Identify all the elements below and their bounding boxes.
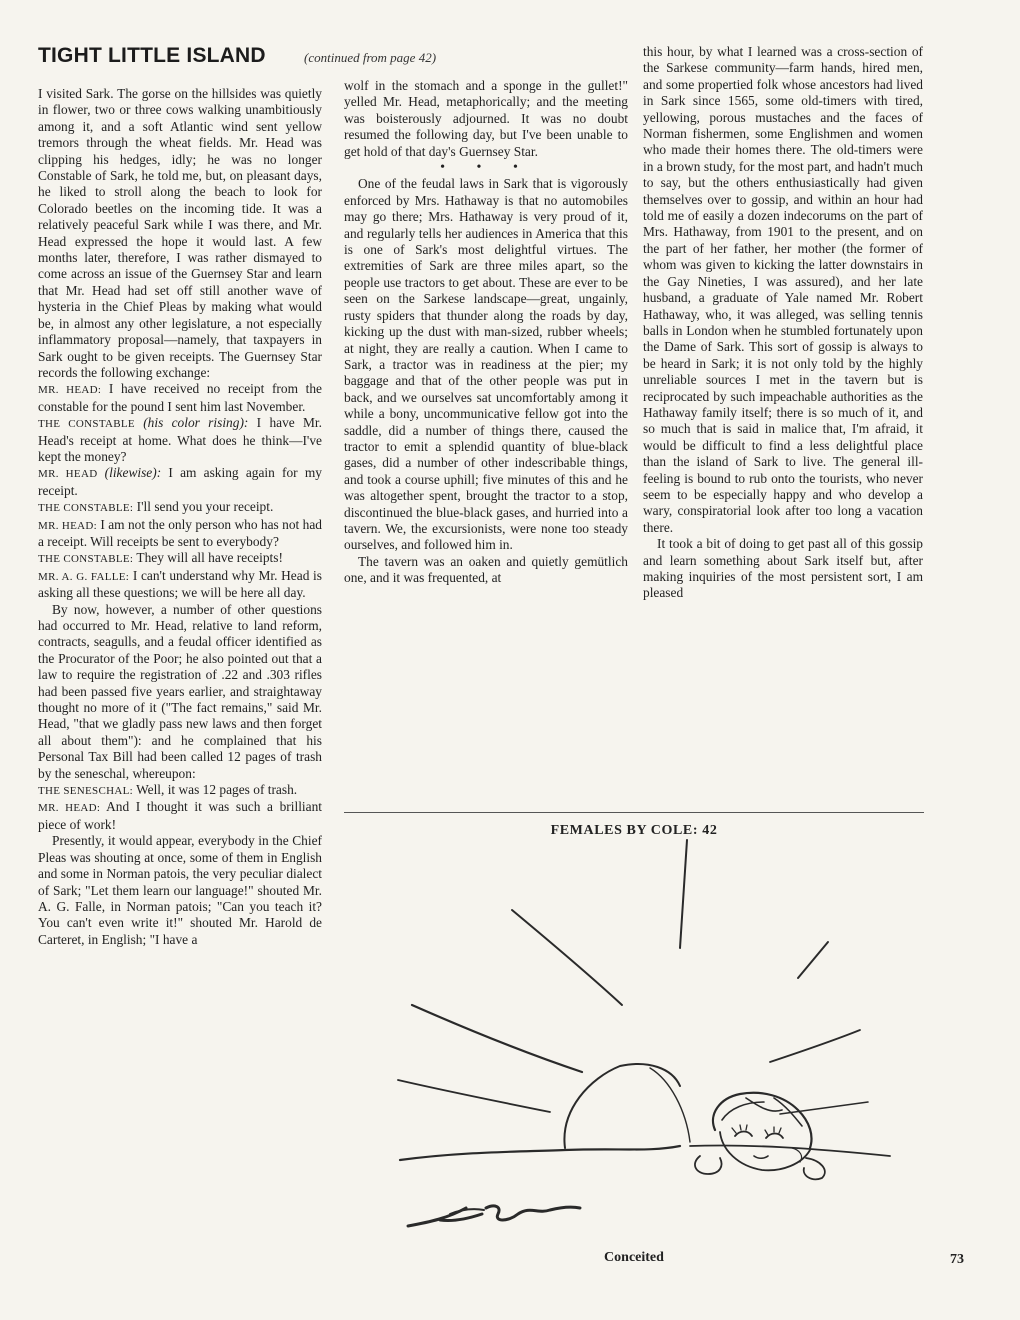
cartoon-caption: Conceited (604, 1250, 664, 1265)
sun-ray (398, 1080, 550, 1112)
hand (695, 1156, 722, 1174)
paragraph: The tavern was an oaken and quietly gemütlich one, and it was frequented, at (344, 553, 628, 586)
sun-ray (412, 1005, 582, 1072)
dialogue-line: THE CONSTABLE: They will all have receipts! (38, 550, 283, 566)
sun-ray (770, 1030, 860, 1062)
sun-arc-inner (650, 1068, 690, 1142)
dialogue-line: MR. HEAD: And I thought it was such a brilliant piece of work! (38, 799, 322, 832)
sun-ray (780, 1102, 868, 1114)
eye (735, 1132, 752, 1137)
sun-ray (512, 910, 622, 1005)
face (720, 1132, 810, 1170)
section-break: • • • (440, 160, 532, 176)
column-2 (344, 78, 628, 587)
dialogue-line: MR. A. G. FALLE: I can't understand why Mr. Head is asking all these questions; we will be here all day. (38, 567, 322, 601)
article-title: TIGHT LITTLE ISLAND (38, 44, 266, 67)
page-number: 73 (950, 1252, 964, 1267)
sun-ray (798, 942, 828, 978)
dialogue-line: MR. HEAD (likewise): I am asking again for my receipt. (38, 465, 322, 498)
dialogue-line: MR. HEAD: I am not the only person who has not had a receipt. Will receipts be sent to everybody? (38, 516, 322, 549)
speaker: THE CONSTABLE (38, 418, 135, 431)
horizon-line (690, 1145, 890, 1156)
paragraph: wolf in the stomach and a sponge in the gullet!" yelled Mr. Head, metaphorically; and the meeting was boisterously adjourned. It was no doubt resumed the following day, but I've been unable to get hold of that day's Guernsey Star. (344, 78, 628, 159)
eye (766, 1134, 783, 1139)
sun-arc (564, 1064, 680, 1148)
dialogue-line: THE SENESCHAL: Well, it was 12 pages of trash. (38, 782, 298, 798)
paragraph: I visited Sark. The gorse on the hillsides was quietly in flower, two or three cows walking unambitiously among it, and a soft Atlantic wind sent yellow tremors through the wheat fields. Mr. Head was clipping his hedges, idly; he was no longer Constable of Sark, he told me, but, on pleasant days, he liked to stroll along the beach to look for Colorado beetles on the incoming tide. It was a relatively peaceful Sark while I was there, and Mr. Head expressed the hope it would last. A few months later, therefore, I was rather dismayed to come across an issue of the Guernsey Star and learn that Mr. Head had set off still another wave of hysteria in the Chief Pleas by making what would be, in almost any other legislature, a not especially inflammatory proposal—namely, that taxpayers in Sark ought to be given receipts. The Guernsey Star records the following exchange: (38, 86, 322, 380)
speaker: THE CONSTABLE: (38, 502, 134, 515)
dialogue-line: THE CONSTABLE (his color rising): I have Mr. Head's receipt at home. What does he think—I've kept the money? (38, 415, 322, 464)
dialogue-line: THE CONSTABLE: I'll send you your receipt. (38, 499, 274, 515)
paragraph: Presently, it would appear, everybody in the Chief Pleas was shouting at once, some of them in English and some in Norman patois, the very peculiar dialect of Sark; "Let them learn our language!" shouted Mr. A. G. Falle, in Norman patois; "Can you teach it? You can't even write it!" shouted Mr. Harold de Carteret, in English; "I have a (38, 833, 322, 947)
speaker: MR. HEAD (38, 468, 98, 481)
hand (804, 1158, 825, 1179)
signature (408, 1206, 580, 1226)
continued-note: (continued from page 42) (304, 50, 437, 65)
dialogue-line: MR. HEAD: I have received no receipt from the constable for the pound I sent him last November. (38, 381, 322, 414)
column-1 (38, 86, 322, 948)
cartoon-title: FEMALES BY COLE: 42 (550, 823, 718, 838)
paragraph: It took a bit of doing to get past all of this gossip and learn something about Sark itself but, after making inquiries of the most persistent sort, I am pleased (643, 536, 923, 601)
speaker: THE CONSTABLE: (38, 553, 134, 566)
speaker: MR. HEAD: (38, 384, 102, 397)
paragraph: One of the feudal laws in Sark that is vigorously enforced by Mrs. Hathaway is that no automobiles may go there; Mrs. Hathaway is very proud of it, and regularly tells her audiences in America that this is one of Sark's most delightful virtues. The extremities of Sark are three miles apart, so the people use tractors to get about. These are ever to be seen on the Sarkese landscape—great, ungainly, rusty spiders that thunder along the roads by day, kicking up the dust with man-sized, rubber wheels; at night, they are really a caution. When I came to Sark, a tractor was in readiness at the pier; my baggage and that of the other people was put in back, and we ourselves sat uncomfortably among it while a bony, uncommunicative fellow got into the saddle, did a number of things there, caused the tractor to emit a splendid quantity of blue-black gases, did a number of other indescribable things, and took a course uphill; five minutes of this and he was altogether spent, brought the tractor to a stop, discontinued the blue-black gases, and hurried into a tavern. We, the excursionists, were none too steady ourselves, and followed him in. (344, 176, 628, 553)
sun-ray (680, 840, 687, 948)
cartoon-divider (344, 812, 924, 813)
mouth (754, 1156, 768, 1158)
horizon-line (400, 1146, 680, 1160)
speaker: THE SENESCHAL: (38, 785, 133, 798)
speaker: MR. HEAD: (38, 519, 97, 532)
speaker: MR. HEAD: (38, 802, 101, 815)
column-3 (643, 44, 923, 602)
cartoon-illustration (390, 830, 910, 1250)
paragraph: By now, however, a number of other questions had occurred to Mr. Head, relative to land reform, contracts, seagulls, and a feudal officer identified as the Procurator of the Poor; he also pointed out that a law to require the registration of .22 and .303 rifles had been passed five years earlier, and straightaway thought no more of it ("The fact remains," said Mr. Head, "that we gladly pass new laws and then forget all about them"): and he complained that his Personal Tax Bill had been called 12 pages of trash by the seneschal, whereupon: (38, 601, 322, 781)
speaker: MR. A. G. FALLE: (38, 570, 130, 583)
paragraph: this hour, by what I learned was a cross-section of the Sarkese community—farm hands, hired men, and some propertied folk whose ancestors had lived in Sark since 1565, some old-timers with tired, yellowing, porous mustaches and the faces of Norman fishermen, some Englishmen and women who made their homes there. The old-timers were in a brown study, for the most part, and hadn't much to say, but the others enthusiastically had given themselves over to gossip, and within an hour had told me of easily a dozen indecorums on the part of Mrs. Hathaway, from 1901 to the present, and on the part of her father, her mother (the former of whom was given to kicking the latter downstairs in the Gay Nineties, I was assured), and her late husband, a graduate of Yale named Mr. Robert Hathaway, who, it was alleged, was selling tennis balls in London when he stumbled fortunately upon the Dame of Sark. This sort of gossip is always to be heard in Sark; it is not only told by the highly unreliable sources I met in the tavern but is reciprocated by such impeachable authorities as the Hathaway family itself; there is so much of it, and so much that is said in malice that, I'm afraid, it would be difficult to find a less delightful place than the island of Sark to live. The general ill-feeling is bound to rub onto the tourists, who never seem to be especially happy and who develop a wary, conspiratorial look after too long a vacation there. (643, 44, 923, 535)
